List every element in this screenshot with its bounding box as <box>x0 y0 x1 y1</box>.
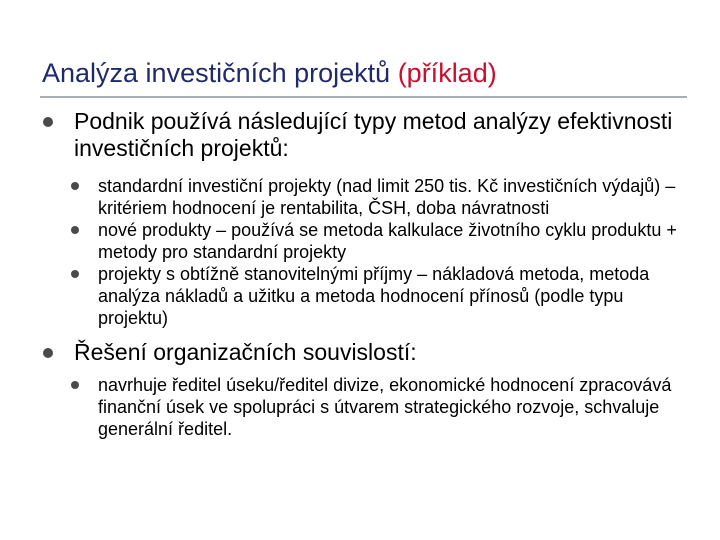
bullet-dot-icon <box>43 117 53 127</box>
sub-bullet-new-products <box>0 219 720 263</box>
sub-bullet-hard-income-projects <box>0 263 720 329</box>
sub-bullet-standard-projects <box>0 175 720 219</box>
slide-content <box>0 108 720 440</box>
sub-bullet-text: navrhuje ředitel úseku/ředitel divize, ekonomické hodnocení zpracovává finanční úsek ve spolupráci s útvarem strategického rozvoje, schvaluje generální ředitel. <box>98 375 672 439</box>
sub-bullet-dot-icon <box>71 381 79 389</box>
sub-bullet-text: nové produkty – používá se metoda kalkulace životního cyklu produktu + metody pro standardní projekty <box>98 220 677 262</box>
sub-bullet-dot-icon <box>71 182 79 190</box>
sub-bullet-text: standardní investiční projekty (nad limit 250 tis. Kč investičních výdajů) – kritériem hodnocení je rentabilita, ČSH, doba návratnosti <box>98 176 676 218</box>
slide-title <box>42 56 692 90</box>
sub-bullet-approval-process <box>0 374 720 440</box>
bullet-dot-icon <box>43 348 53 358</box>
bullet-organization-text: Řešení organizačních souvislostí: <box>74 339 417 365</box>
sub-bullet-dot-icon <box>71 270 79 278</box>
title-divider <box>40 96 687 98</box>
bullet-methods-text: Podnik používá následující typy metod analýzy efektivnosti investičních projektů: <box>74 108 673 161</box>
sub-bullet-text: projekty s obtížně stanovitelnými příjmy – nákladová metoda, metoda analýza nákladů a užitku a metoda hodnocení přínosů (podle typu projektu) <box>98 264 650 328</box>
title-main: Analýza investičních projektů <box>42 58 398 88</box>
bullet-organization <box>0 339 720 366</box>
title-highlight: (příklad) <box>397 58 497 88</box>
bullet-methods <box>0 108 720 162</box>
sub-bullet-dot-icon <box>71 226 79 234</box>
